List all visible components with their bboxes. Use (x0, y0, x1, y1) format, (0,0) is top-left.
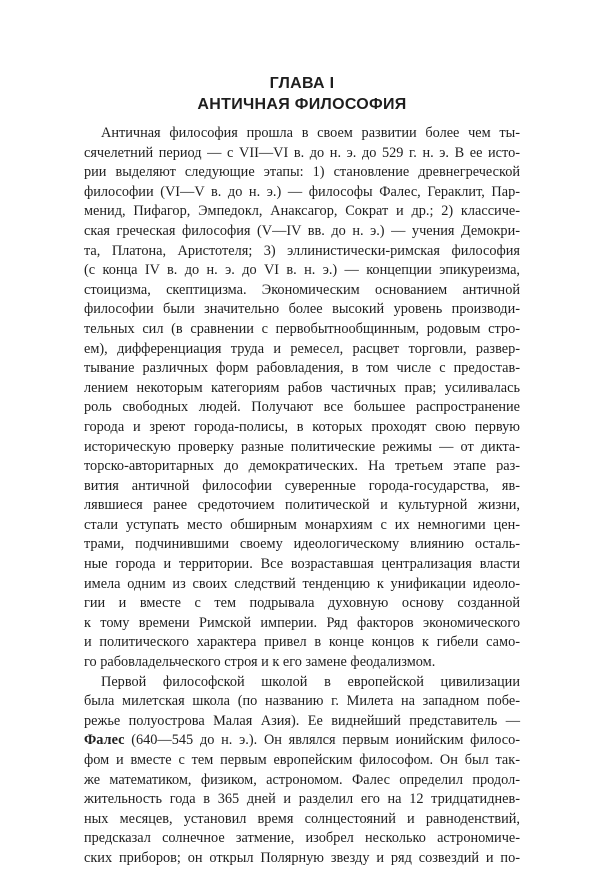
text-line: го рабовладельческого строя и к его замене феодализмом. (84, 654, 436, 671)
text-line: ных месяцев, установил время солнцестояний и равноденствий, (84, 810, 520, 827)
chapter-number: ГЛАВА I (269, 75, 335, 92)
text-line: жительность года в 365 дней и разделил его на 12 тридцатиднев- (84, 791, 520, 808)
text-line: ем), дифференциация труда и ремесел, расцвет торговли, развер- (84, 340, 520, 357)
text-line: рии выделяют следующие этапы: 1) становление древнегреческой (84, 164, 520, 181)
text-line: историческую проверку разные политические режимы — от дикта- (84, 438, 520, 455)
text-line: была милетская школа (по названию г. Милета на западном побе- (84, 693, 520, 710)
text-line: стали уступать место обширным монархиям с их немногими цен- (84, 516, 520, 533)
text-line: трами, подчинившими своему идеологическому влиянию осталь- (84, 536, 520, 553)
text-line: предсказал солнечное затмение, изобрел несколько астрономиче- (84, 830, 520, 847)
text-line: Первой философской школой в европейской цивилизации (101, 673, 520, 690)
text-fragment: (640—545 до н. э.). Он являлся первым ионийским филосо- (124, 732, 520, 749)
text-line: города и зреют города-полисы, в которых проходят свою первую (84, 418, 520, 435)
text-line: та, Платона, Аристотеля; 3) эллинистически-римская философия (84, 242, 520, 259)
text-line: к тому времени Римской империи. Ряд факторов экономического (84, 614, 520, 631)
text-line: гии и вместе с тем подрывала духовную основу созданной (84, 595, 520, 612)
book-page (84, 74, 520, 869)
philosopher-name: Фалес (84, 732, 125, 749)
text-line: менид, Пифагор, Эмпедокл, Анаксагор, Сократ и др.; 2) классиче- (84, 203, 520, 220)
text-line: Античная философия прошла в своем развитии более чем ты- (101, 125, 520, 141)
chapter-title: АНТИЧНАЯ ФИЛОСОФИЯ (197, 96, 407, 113)
text-line: лявшиеся ранее средоточием политической и культурной жизни, (84, 497, 520, 514)
text-line: режье полуострова Малая Азия). Ее виднейший представитель — (84, 712, 520, 729)
text-line: ные города и территории. Все возраставшая централизация власти (84, 556, 520, 573)
text-line: (с конца IV в. до н. э. до VI в. н. э.) — концепции эпикуреизма, (84, 262, 520, 279)
text-line: фом и вместе с тем первым европейским философом. Он был так- (84, 752, 520, 768)
text-line: лением некоторым категориям рабов частичных прав; усиливалась (84, 379, 520, 396)
paragraph-1 (84, 124, 520, 673)
text-line: имела одним из своих следствий тенденцию к унификации идеоло- (84, 575, 520, 592)
text-line: ская греческая философия (V—IV вв. до н. э.) — учения Демокри- (84, 222, 520, 239)
text-line-with-name (84, 731, 520, 751)
text-line: ских приборов; он открыл Полярную звезду и ряд созвездий и по- (84, 849, 520, 866)
text-line: стоицизма, скептицизма. Экономическим основанием античной (84, 281, 520, 298)
text-line: же математиком, физиком, астрономом. Фалес определил продол- (84, 771, 520, 788)
text-line: философии (VI—V в. до н. э.) — философы Фалес, Гераклит, Пар- (84, 183, 520, 200)
text-line: вития античной философии суверенные города-государства, яв- (84, 477, 520, 494)
text-line: сячелетний период — с VII—VI в. до н. э. до 529 г. н. э. В ее исто- (84, 144, 520, 161)
text-line: философии были значительно более высокий уровень производи- (84, 301, 520, 318)
text-line: торско-авторитарных до демократических. На третьем этапе раз- (84, 458, 520, 475)
text-line: роль свободных людей. Получают все большее распространение (84, 399, 520, 416)
text-line: тельных сил (в сравнении с первобытнообщинным, родовым стро- (84, 320, 520, 337)
text-line: и политического характера привел в конце концов к гибели само- (84, 634, 520, 651)
text-line: тывание различных форм рабовладения, в том числе с предостав- (84, 360, 520, 377)
paragraph-2 (84, 673, 520, 869)
